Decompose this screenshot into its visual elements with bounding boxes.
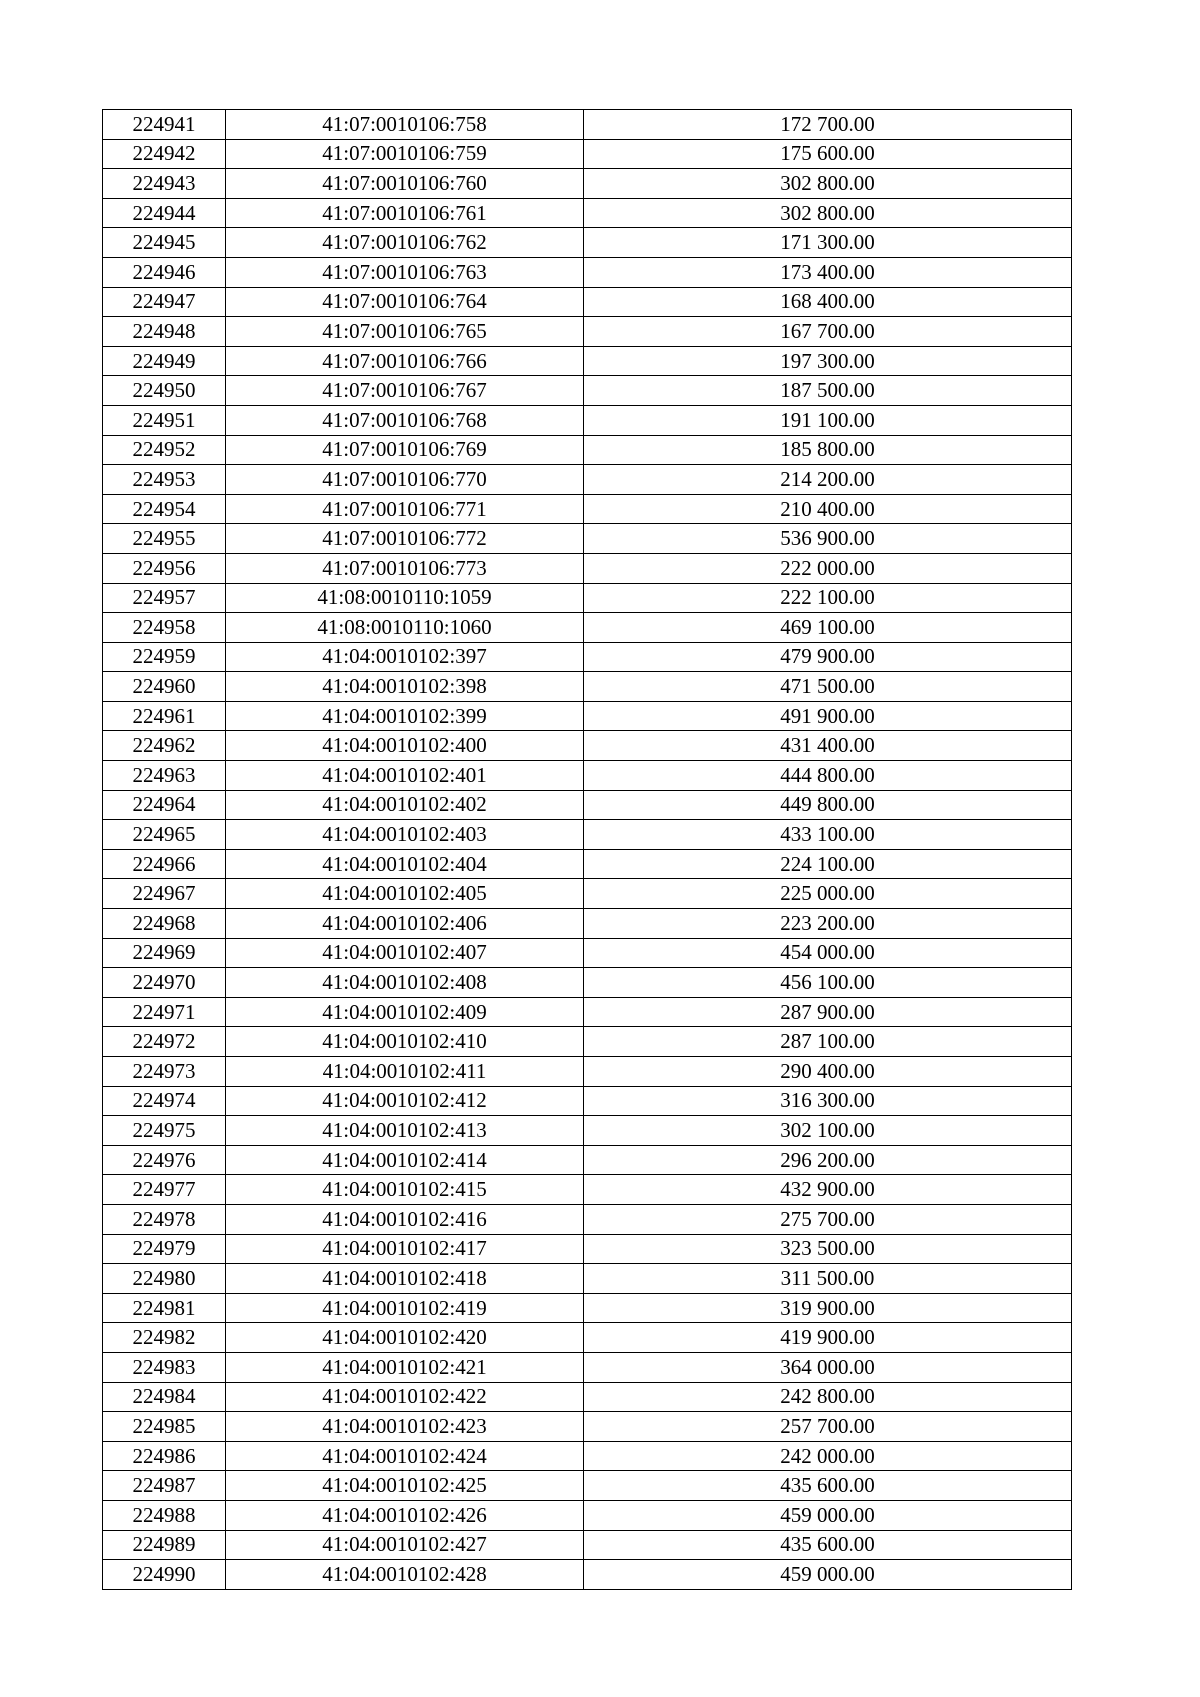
table-row [103,583,1072,613]
table-row [103,110,1072,140]
cadastral-value-cell: 185 800.00 [584,435,1072,465]
cadastral-number-cell: 41:04:0010102:425 [226,1471,584,1501]
cadastral-value-cell: 491 900.00 [584,701,1072,731]
cadastral-value-cell: 459 000.00 [584,1500,1072,1530]
cadastral-value-cell: 311 500.00 [584,1264,1072,1294]
cadastral-value-cell: 471 500.00 [584,672,1072,702]
cadastral-value-cell: 167 700.00 [584,317,1072,347]
cadastral-number-cell: 41:04:0010102:400 [226,731,584,761]
table-row [103,1145,1072,1175]
table-row [103,672,1072,702]
cadastral-number-cell: 41:04:0010102:403 [226,820,584,850]
cadastral-number-cell: 41:07:0010106:760 [226,169,584,199]
row-number-cell: 224990 [103,1560,226,1590]
table-row [103,346,1072,376]
row-number-cell: 224982 [103,1323,226,1353]
table-row [103,613,1072,643]
cadastral-value-cell: 419 900.00 [584,1323,1072,1353]
table-row [103,790,1072,820]
row-number-cell: 224963 [103,761,226,791]
row-number-cell: 224977 [103,1175,226,1205]
row-number-cell: 224966 [103,849,226,879]
table-row [103,1234,1072,1264]
cadastral-number-cell: 41:04:0010102:399 [226,701,584,731]
table-row [103,494,1072,524]
cadastral-value-cell: 224 100.00 [584,849,1072,879]
row-number-cell: 224951 [103,405,226,435]
row-number-cell: 224946 [103,257,226,287]
cadastral-number-cell: 41:07:0010106:763 [226,257,584,287]
cadastral-number-cell: 41:04:0010102:402 [226,790,584,820]
table-row [103,731,1072,761]
cadastral-number-cell: 41:04:0010102:412 [226,1086,584,1116]
cadastral-value-cell: 456 100.00 [584,968,1072,998]
cadastral-value-cell: 214 200.00 [584,465,1072,495]
table-row [103,553,1072,583]
row-number-cell: 224989 [103,1530,226,1560]
cadastral-value-cell: 210 400.00 [584,494,1072,524]
table-row [103,1500,1072,1530]
cadastral-number-cell: 41:04:0010102:397 [226,642,584,672]
row-number-cell: 224973 [103,1057,226,1087]
cadastral-number-cell: 41:07:0010106:771 [226,494,584,524]
cadastral-value-cell: 275 700.00 [584,1204,1072,1234]
cadastral-value-cell: 433 100.00 [584,820,1072,850]
cadastral-number-cell: 41:04:0010102:418 [226,1264,584,1294]
cadastral-number-cell: 41:04:0010102:401 [226,761,584,791]
row-number-cell: 224975 [103,1116,226,1146]
row-number-cell: 224985 [103,1412,226,1442]
row-number-cell: 224968 [103,909,226,939]
cadastral-number-cell: 41:04:0010102:409 [226,997,584,1027]
cadastral-value-cell: 435 600.00 [584,1530,1072,1560]
cadastral-number-cell: 41:04:0010102:420 [226,1323,584,1353]
row-number-cell: 224972 [103,1027,226,1057]
table-row [103,1057,1072,1087]
table-row [103,1175,1072,1205]
table-row [103,317,1072,347]
table-row [103,1264,1072,1294]
cadastral-value-cell: 257 700.00 [584,1412,1072,1442]
cadastral-number-cell: 41:04:0010102:398 [226,672,584,702]
cadastral-value-cell: 479 900.00 [584,642,1072,672]
cadastral-number-cell: 41:07:0010106:773 [226,553,584,583]
cadastral-value-cell: 302 100.00 [584,1116,1072,1146]
table-row [103,1293,1072,1323]
cadastral-number-cell: 41:04:0010102:406 [226,909,584,939]
cadastral-value-cell: 536 900.00 [584,524,1072,554]
row-number-cell: 224948 [103,317,226,347]
row-number-cell: 224949 [103,346,226,376]
cadastral-number-cell: 41:07:0010106:767 [226,376,584,406]
cadastral-number-cell: 41:07:0010106:768 [226,405,584,435]
table-row [103,435,1072,465]
row-number-cell: 224941 [103,110,226,140]
cadastral-number-cell: 41:04:0010102:410 [226,1027,584,1057]
row-number-cell: 224957 [103,583,226,613]
table-row [103,938,1072,968]
table-body [103,110,1072,1590]
row-number-cell: 224984 [103,1382,226,1412]
row-number-cell: 224980 [103,1264,226,1294]
table-row [103,139,1072,169]
cadastral-value-cell: 454 000.00 [584,938,1072,968]
table-row [103,287,1072,317]
table-row [103,879,1072,909]
table-row [103,1086,1072,1116]
table-row [103,1412,1072,1442]
table-row [103,228,1072,258]
row-number-cell: 224976 [103,1145,226,1175]
cadastral-number-cell: 41:04:0010102:428 [226,1560,584,1590]
table-row [103,909,1072,939]
cadastral-number-cell: 41:04:0010102:415 [226,1175,584,1205]
row-number-cell: 224974 [103,1086,226,1116]
table-row [103,997,1072,1027]
row-number-cell: 224958 [103,613,226,643]
table-row [103,761,1072,791]
table-row [103,1116,1072,1146]
cadastral-value-cell: 469 100.00 [584,613,1072,643]
row-number-cell: 224954 [103,494,226,524]
cadastral-number-cell: 41:04:0010102:404 [226,849,584,879]
row-number-cell: 224964 [103,790,226,820]
cadastral-value-cell: 173 400.00 [584,257,1072,287]
cadastral-number-cell: 41:07:0010106:761 [226,198,584,228]
cadastral-value-cell: 222 100.00 [584,583,1072,613]
row-number-cell: 224986 [103,1441,226,1471]
table-row [103,1530,1072,1560]
cadastral-value-cell: 302 800.00 [584,169,1072,199]
row-number-cell: 224952 [103,435,226,465]
row-number-cell: 224967 [103,879,226,909]
cadastral-number-cell: 41:04:0010102:413 [226,1116,584,1146]
cadastral-value-cell: 223 200.00 [584,909,1072,939]
cadastral-value-cell: 459 000.00 [584,1560,1072,1590]
row-number-cell: 224961 [103,701,226,731]
table-row [103,524,1072,554]
cadastral-value-cell: 242 800.00 [584,1382,1072,1412]
table-row [103,1027,1072,1057]
table-row [103,169,1072,199]
cadastral-number-cell: 41:07:0010106:770 [226,465,584,495]
cadastral-value-cell: 290 400.00 [584,1057,1072,1087]
table-row [103,849,1072,879]
cadastral-value-cell: 449 800.00 [584,790,1072,820]
cadastral-value-cell: 364 000.00 [584,1352,1072,1382]
table-row [103,198,1072,228]
table-row [103,257,1072,287]
cadastral-value-cell: 222 000.00 [584,553,1072,583]
row-number-cell: 224945 [103,228,226,258]
cadastral-number-cell: 41:04:0010102:416 [226,1204,584,1234]
table-row [103,1560,1072,1590]
row-number-cell: 224969 [103,938,226,968]
table-row [103,642,1072,672]
row-number-cell: 224987 [103,1471,226,1501]
row-number-cell: 224959 [103,642,226,672]
row-number-cell: 224942 [103,139,226,169]
cadastral-value-cell: 197 300.00 [584,346,1072,376]
cadastral-number-cell: 41:07:0010106:769 [226,435,584,465]
row-number-cell: 224981 [103,1293,226,1323]
cadastral-number-cell: 41:04:0010102:423 [226,1412,584,1442]
cadastral-number-cell: 41:07:0010106:759 [226,139,584,169]
cadastral-number-cell: 41:08:0010110:1059 [226,583,584,613]
cadastral-number-cell: 41:07:0010106:766 [226,346,584,376]
table-row [103,1323,1072,1353]
row-number-cell: 224950 [103,376,226,406]
cadastral-value-cell: 302 800.00 [584,198,1072,228]
table-row [103,701,1072,731]
table-row [103,405,1072,435]
cadastral-number-cell: 41:07:0010106:762 [226,228,584,258]
row-number-cell: 224983 [103,1352,226,1382]
cadastral-value-cell: 287 900.00 [584,997,1072,1027]
cadastral-number-cell: 41:04:0010102:419 [226,1293,584,1323]
table-row [103,1471,1072,1501]
cadastral-number-cell: 41:07:0010106:772 [226,524,584,554]
row-number-cell: 224944 [103,198,226,228]
cadastral-number-cell: 41:04:0010102:426 [226,1500,584,1530]
cadastral-number-cell: 41:04:0010102:407 [226,938,584,968]
row-number-cell: 224962 [103,731,226,761]
cadastral-number-cell: 41:07:0010106:758 [226,110,584,140]
cadastral-number-cell: 41:07:0010106:765 [226,317,584,347]
table-row [103,1204,1072,1234]
table-row [103,376,1072,406]
cadastral-value-cell: 316 300.00 [584,1086,1072,1116]
cadastral-value-cell: 242 000.00 [584,1441,1072,1471]
cadastral-value-cell: 432 900.00 [584,1175,1072,1205]
cadastral-number-cell: 41:04:0010102:408 [226,968,584,998]
cadastral-value-cell: 296 200.00 [584,1145,1072,1175]
cadastral-value-cell: 319 900.00 [584,1293,1072,1323]
cadastral-value-cell: 444 800.00 [584,761,1072,791]
cadastral-number-cell: 41:04:0010102:421 [226,1352,584,1382]
row-number-cell: 224978 [103,1204,226,1234]
table-row [103,1382,1072,1412]
cadastral-value-cell: 431 400.00 [584,731,1072,761]
row-number-cell: 224960 [103,672,226,702]
cadastral-value-cell: 168 400.00 [584,287,1072,317]
cadastral-number-cell: 41:04:0010102:414 [226,1145,584,1175]
row-number-cell: 224971 [103,997,226,1027]
table-row [103,968,1072,998]
row-number-cell: 224955 [103,524,226,554]
cadastral-value-cell: 287 100.00 [584,1027,1072,1057]
cadastral-value-cell: 175 600.00 [584,139,1072,169]
cadastral-number-cell: 41:04:0010102:417 [226,1234,584,1264]
row-number-cell: 224953 [103,465,226,495]
cadastral-number-cell: 41:04:0010102:422 [226,1382,584,1412]
cadastral-number-cell: 41:04:0010102:424 [226,1441,584,1471]
cadastral-value-cell: 172 700.00 [584,110,1072,140]
cadastral-value-cell: 171 300.00 [584,228,1072,258]
row-number-cell: 224979 [103,1234,226,1264]
row-number-cell: 224947 [103,287,226,317]
cadastral-value-cell: 435 600.00 [584,1471,1072,1501]
cadastral-number-cell: 41:04:0010102:411 [226,1057,584,1087]
cadastral-value-cell: 323 500.00 [584,1234,1072,1264]
cadastral-value-cell: 191 100.00 [584,405,1072,435]
row-number-cell: 224965 [103,820,226,850]
table-row [103,1441,1072,1471]
cadastral-number-cell: 41:04:0010102:427 [226,1530,584,1560]
cadastral-number-cell: 41:08:0010110:1060 [226,613,584,643]
cadastral-value-cell: 225 000.00 [584,879,1072,909]
cadastral-number-cell: 41:07:0010106:764 [226,287,584,317]
table-row [103,820,1072,850]
row-number-cell: 224988 [103,1500,226,1530]
cadastral-number-cell: 41:04:0010102:405 [226,879,584,909]
cadastral-value-cell: 187 500.00 [584,376,1072,406]
cadastral-value-table [102,109,1072,1590]
table-row [103,1352,1072,1382]
row-number-cell: 224943 [103,169,226,199]
table-row [103,465,1072,495]
row-number-cell: 224970 [103,968,226,998]
row-number-cell: 224956 [103,553,226,583]
